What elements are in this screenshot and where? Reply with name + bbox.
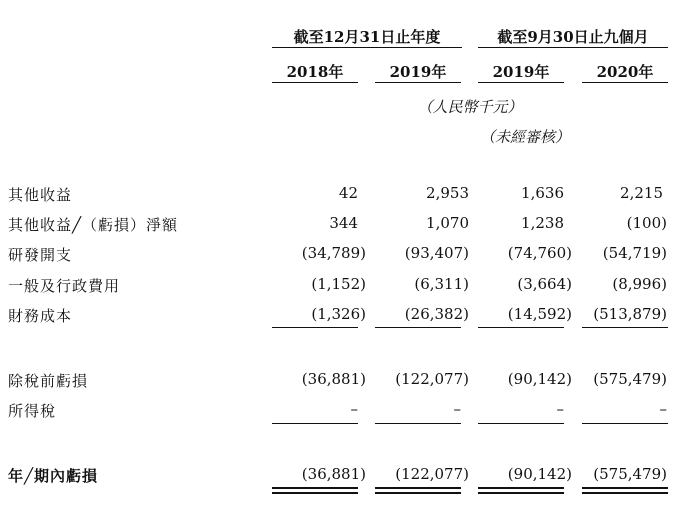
unaudited-note: （未經審核） [479, 128, 570, 146]
double-rule-1b [272, 492, 358, 494]
double-rule-1a [272, 487, 358, 489]
row-label-other-income: 其他收益 [8, 186, 73, 204]
cell-admin-2018: (1,152) [311, 275, 366, 293]
row-label-income-tax: 所得稅 [8, 402, 57, 420]
column-rule-3 [478, 82, 564, 83]
double-rule-3a [478, 487, 564, 489]
double-rule-4b [582, 492, 668, 494]
cell-tax-2020-9m: – [659, 400, 667, 418]
cell-admin-2020-9m: (8,996) [612, 275, 667, 293]
column-header-2019-nine-months: 2019年 [492, 63, 550, 81]
cell-rd-2020-9m: (54,719) [602, 244, 667, 262]
cell-admin-2019-9m: (3,664) [517, 275, 572, 293]
cell-loss-2020-9m: (575,479) [593, 465, 667, 483]
cell-finance-2018: (1,326) [311, 305, 366, 323]
cell-other-income-2019-9m: 1,636 [521, 184, 564, 202]
row-label-finance-costs: 財務成本 [8, 307, 73, 325]
total-rule-1 [272, 423, 358, 424]
row-label-admin-expenses: 一般及行政費用 [8, 277, 121, 295]
cell-tax-2019: – [453, 400, 461, 418]
subtotal-rule-1 [272, 327, 358, 328]
cell-tax-2018: – [350, 400, 358, 418]
column-rule-1 [272, 82, 358, 83]
subtotal-rule-3 [478, 327, 564, 328]
cell-lbt-2019-9m: (90,142) [507, 370, 572, 388]
cell-other-gains-2018: 344 [329, 214, 358, 232]
cell-other-income-2020-9m: 2,215 [620, 184, 663, 202]
row-label-loss-for-period: 年╱期內虧損 [8, 467, 99, 485]
cell-other-income-2019: 2,953 [426, 184, 469, 202]
row-label-other-gains-losses: 其他收益╱（虧損）淨額 [8, 216, 179, 234]
cell-lbt-2020-9m: (575,479) [593, 370, 667, 388]
column-header-2018: 2018年 [286, 63, 344, 81]
header-group-year-ended: 截至12月31日止年度 [293, 28, 441, 46]
column-header-2019: 2019年 [389, 63, 447, 81]
cell-tax-2019-9m: – [556, 400, 564, 418]
double-rule-3b [478, 492, 564, 494]
cell-finance-2019: (26,382) [404, 305, 469, 323]
total-rule-3 [478, 423, 564, 424]
double-rule-2a [375, 487, 461, 489]
subtotal-rule-4 [582, 327, 668, 328]
row-label-loss-before-tax: 除稅前虧損 [8, 372, 89, 390]
subtotal-rule-2 [375, 327, 461, 328]
cell-loss-2019-9m: (90,142) [507, 465, 572, 483]
header-group1-rule [272, 47, 462, 48]
column-rule-2 [375, 82, 461, 83]
header-group2-rule [478, 47, 668, 48]
cell-lbt-2019: (122,077) [395, 370, 469, 388]
column-header-2020: 2020年 [596, 63, 654, 81]
row-label-rd-expenses: 研發開支 [8, 246, 73, 264]
cell-rd-2018: (34,789) [301, 244, 366, 262]
cell-admin-2019: (6,311) [414, 275, 469, 293]
cell-rd-2019: (93,407) [404, 244, 469, 262]
cell-other-income-2018: 42 [338, 184, 358, 202]
column-rule-4 [582, 82, 668, 83]
double-rule-4a [582, 487, 668, 489]
cell-loss-2019: (122,077) [395, 465, 469, 483]
total-rule-2 [375, 423, 461, 424]
header-group-nine-months: 截至9月30日止九個月 [497, 28, 649, 46]
cell-other-gains-2019: 1,070 [426, 214, 469, 232]
cell-other-gains-2020-9m: (100) [626, 214, 667, 232]
cell-finance-2020-9m: (513,879) [593, 305, 667, 323]
cell-other-gains-2019-9m: 1,238 [521, 214, 564, 232]
cell-loss-2018: (36,881) [301, 465, 366, 483]
cell-rd-2019-9m: (74,760) [507, 244, 572, 262]
double-rule-2b [375, 492, 461, 494]
cell-lbt-2018: (36,881) [301, 370, 366, 388]
total-rule-4 [582, 423, 668, 424]
unit-note: （人民幣千元） [417, 98, 523, 116]
cell-finance-2019-9m: (14,592) [507, 305, 572, 323]
